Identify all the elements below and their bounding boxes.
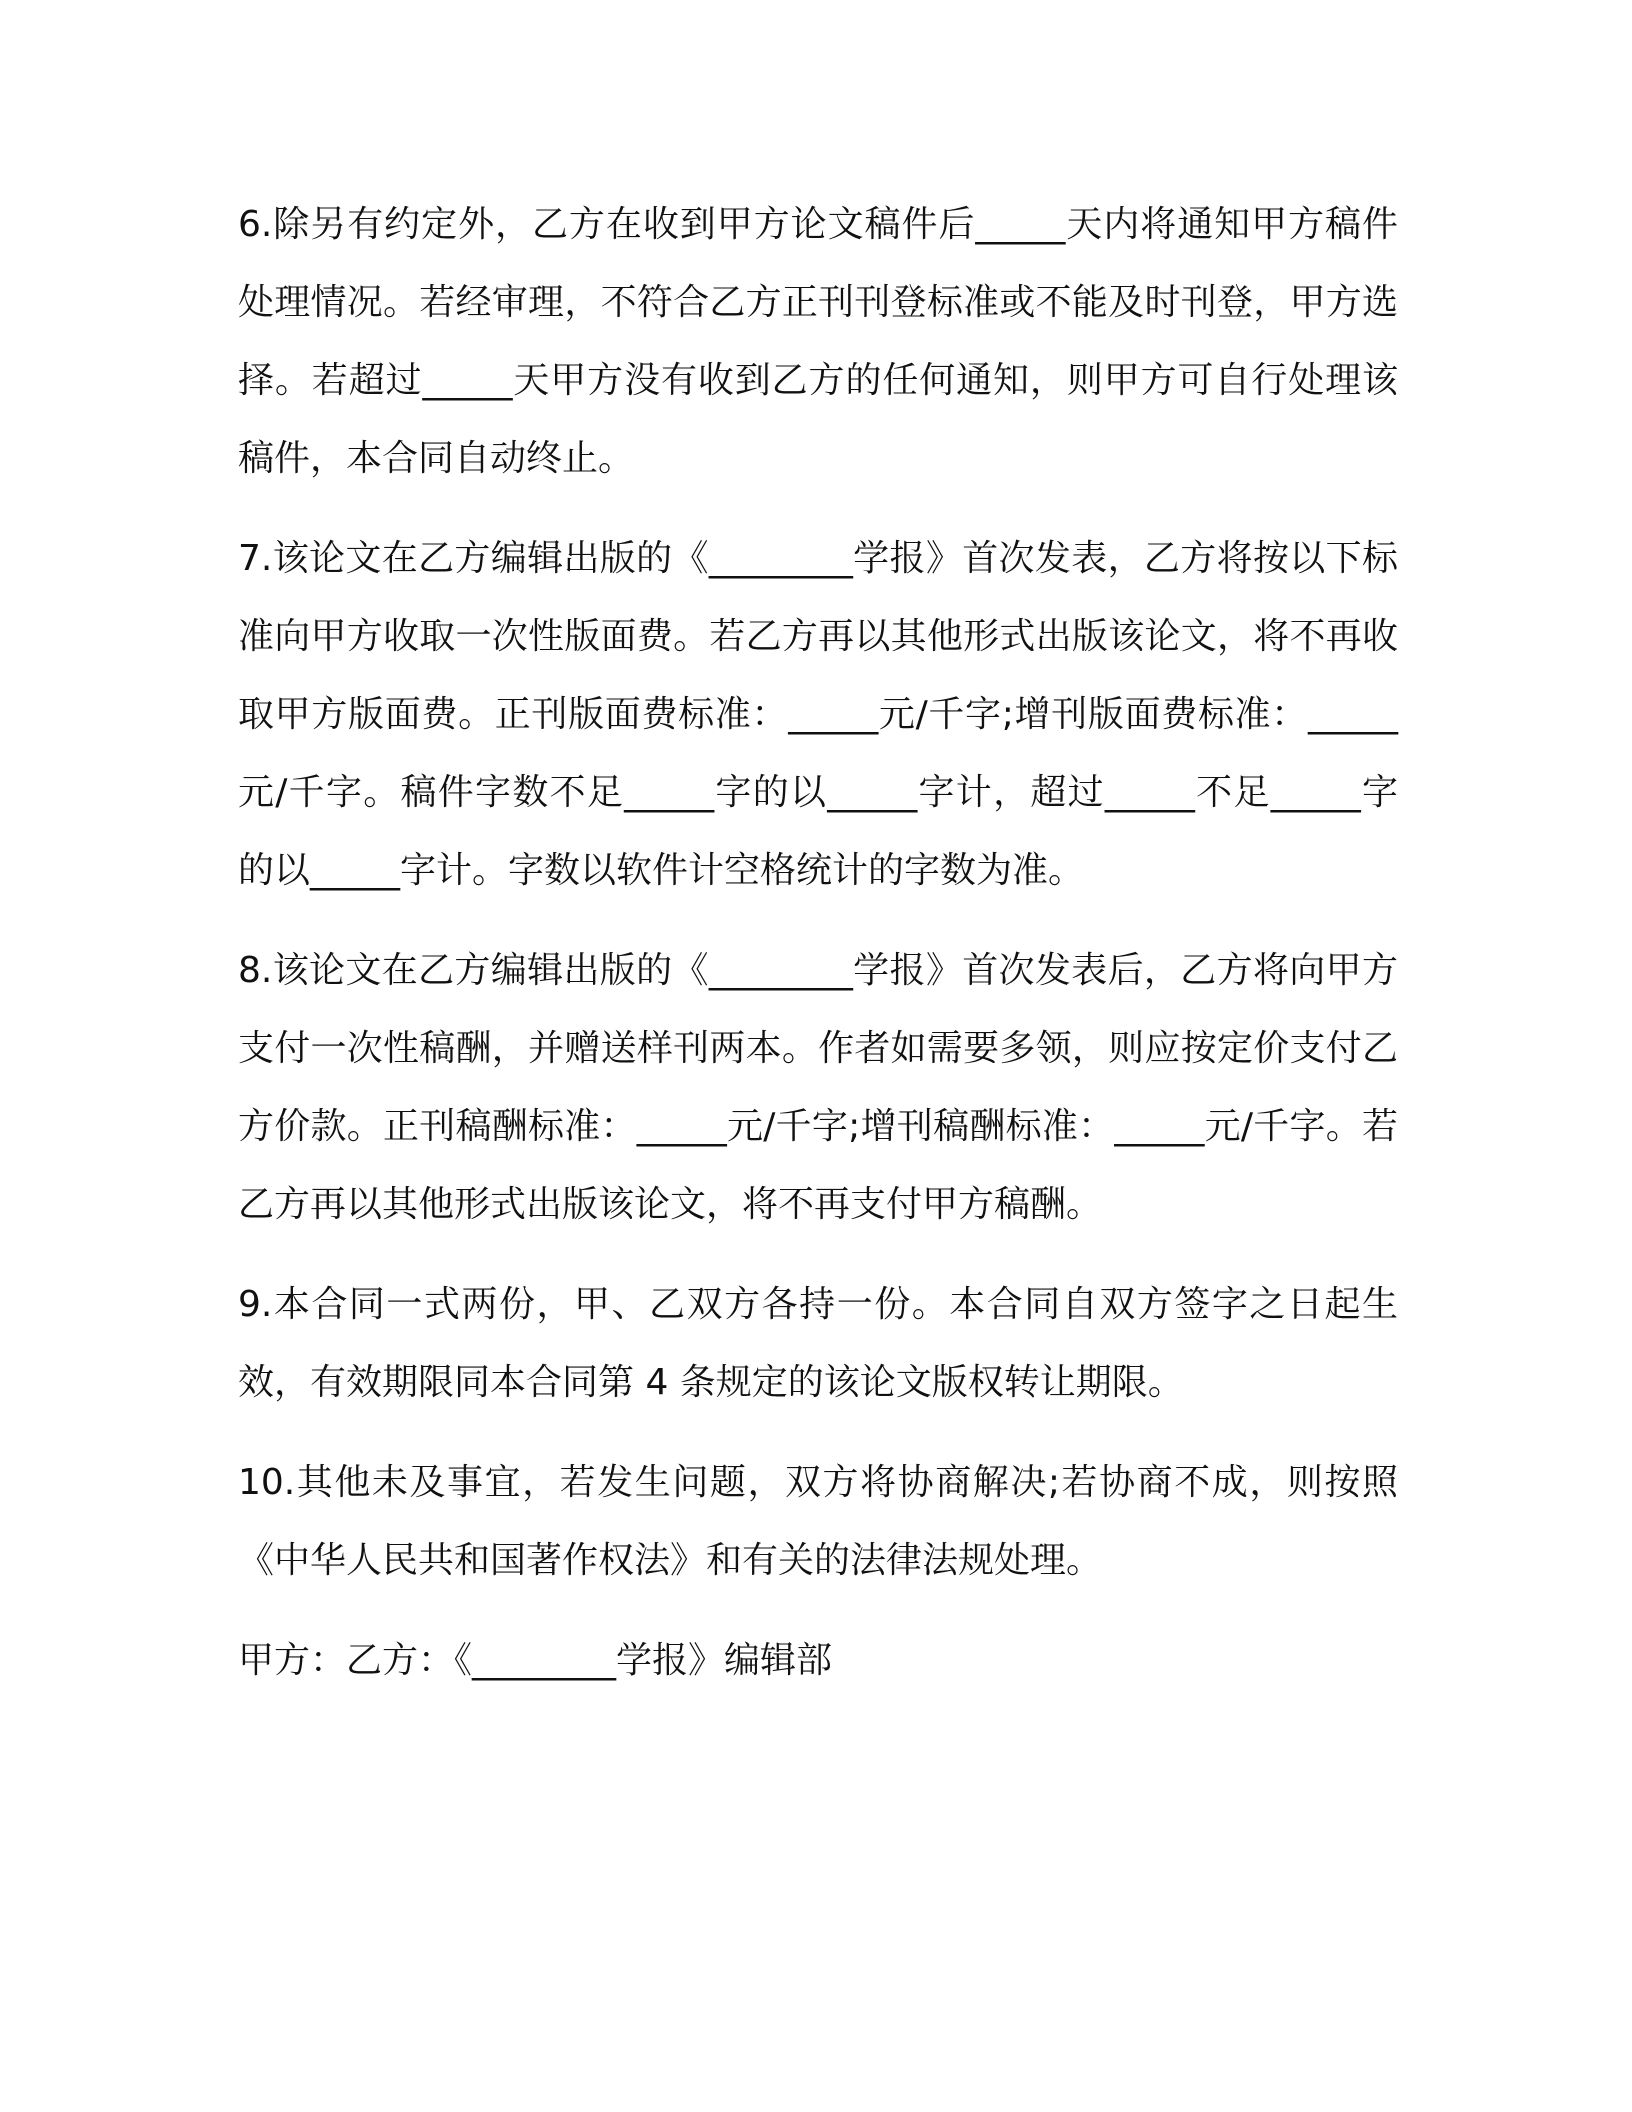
signature-line: 甲方：乙方：《________学报》编辑部 (238, 1640, 833, 1681)
clause-6: 6.除另有约定外，乙方在收到甲方论文稿件后_____天内将通知甲方稿件处理情况。若经审理，不符合乙方正刊刊登标准或不能及时刊登，甲方选择。若超过_____天甲方没有收到乙方的任何通知，则甲方可自行处理该稿件，本合同自动终止。 (238, 204, 1398, 479)
document-page (238, 186, 1398, 1700)
clause-7: 7.该论文在乙方编辑出版的《________学报》首次发表，乙方将按以下标准向甲方收取一次性版面费。若乙方再以其他形式出版该论文，将不再收取甲方版面费。正刊版面费标准：_____元/千字;增刊版面费标准：_____元/千字。稿件字数不足_____字的以_____字计，超过_____不足_____字的以_____字计。字数以软件计空格统计的字数为准。 (238, 538, 1398, 891)
clause-9: 9.本合同一式两份，甲、乙双方各持一份。本合同自双方签字之日起生效，有效期限同本合同第 4 条规定的该论文版权转让期限。 (238, 1284, 1398, 1403)
clause-8: 8.该论文在乙方编辑出版的《________学报》首次发表后，乙方将向甲方支付一次性稿酬，并赠送样刊两本。作者如需要多领，则应按定价支付乙方价款。正刊稿酬标准：_____元/千字;增刊稿酬标准：_____元/千字。若乙方再以其他形式出版该论文，将不再支付甲方稿酬。 (238, 950, 1398, 1225)
clause-10: 10.其他未及事宜，若发生问题，双方将协商解决;若协商不成，则按照《中华人民共和国著作权法》和有关的法律法规处理。 (238, 1462, 1398, 1581)
